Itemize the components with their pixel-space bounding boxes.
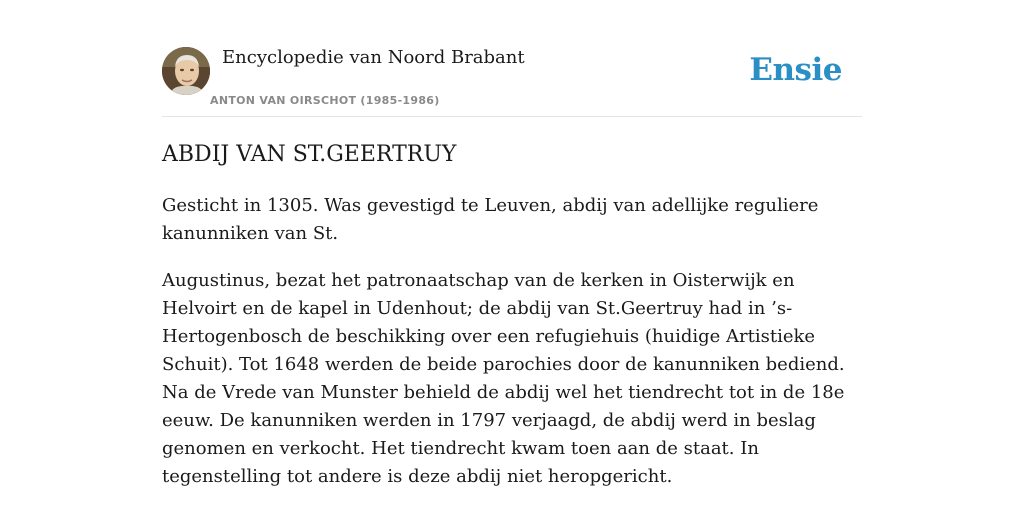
article-body xyxy=(162,192,862,510)
author-portrait-icon xyxy=(162,47,210,95)
source-header xyxy=(162,46,862,117)
author-name[interactable]: ANTON VAN OIRSCHOT (1985-1986) xyxy=(210,94,440,107)
article-paragraph: Gesticht in 1305. Was gevestigd te Leuven, abdij van adellijke reguliere kanunniken van St. xyxy=(162,195,819,244)
source-title[interactable]: Encyclopedie van Noord Brabant xyxy=(222,47,525,68)
article-headword: ABDIJ VAN ST.GEERTRUY xyxy=(162,142,457,167)
author-avatar[interactable] xyxy=(162,47,210,95)
ensie-logo[interactable]: Ensie xyxy=(749,52,842,88)
article-paragraph: Augustinus, bezat het patronaatschap van de kerken in Oisterwijk en Helvoirt en de kapel in Udenhout; de abdij van St.Geertruy had in ’s-Hertogenbosch de beschikking over een refugiehuis (huidige Artistieke Schuit). Tot 1648 werden de beide parochies door de kanunniken bediend. Na de Vrede van Munster behield de abdij wel het tiendrecht tot in de 18e eeuw. De kanunniken werden in 1797 verjaagd, de abdij werd in beslag genomen en verkocht. Het tiendrecht kwam toen aan de staat. In tegenstelling tot andere is deze abdij niet heropgericht. xyxy=(162,270,845,487)
